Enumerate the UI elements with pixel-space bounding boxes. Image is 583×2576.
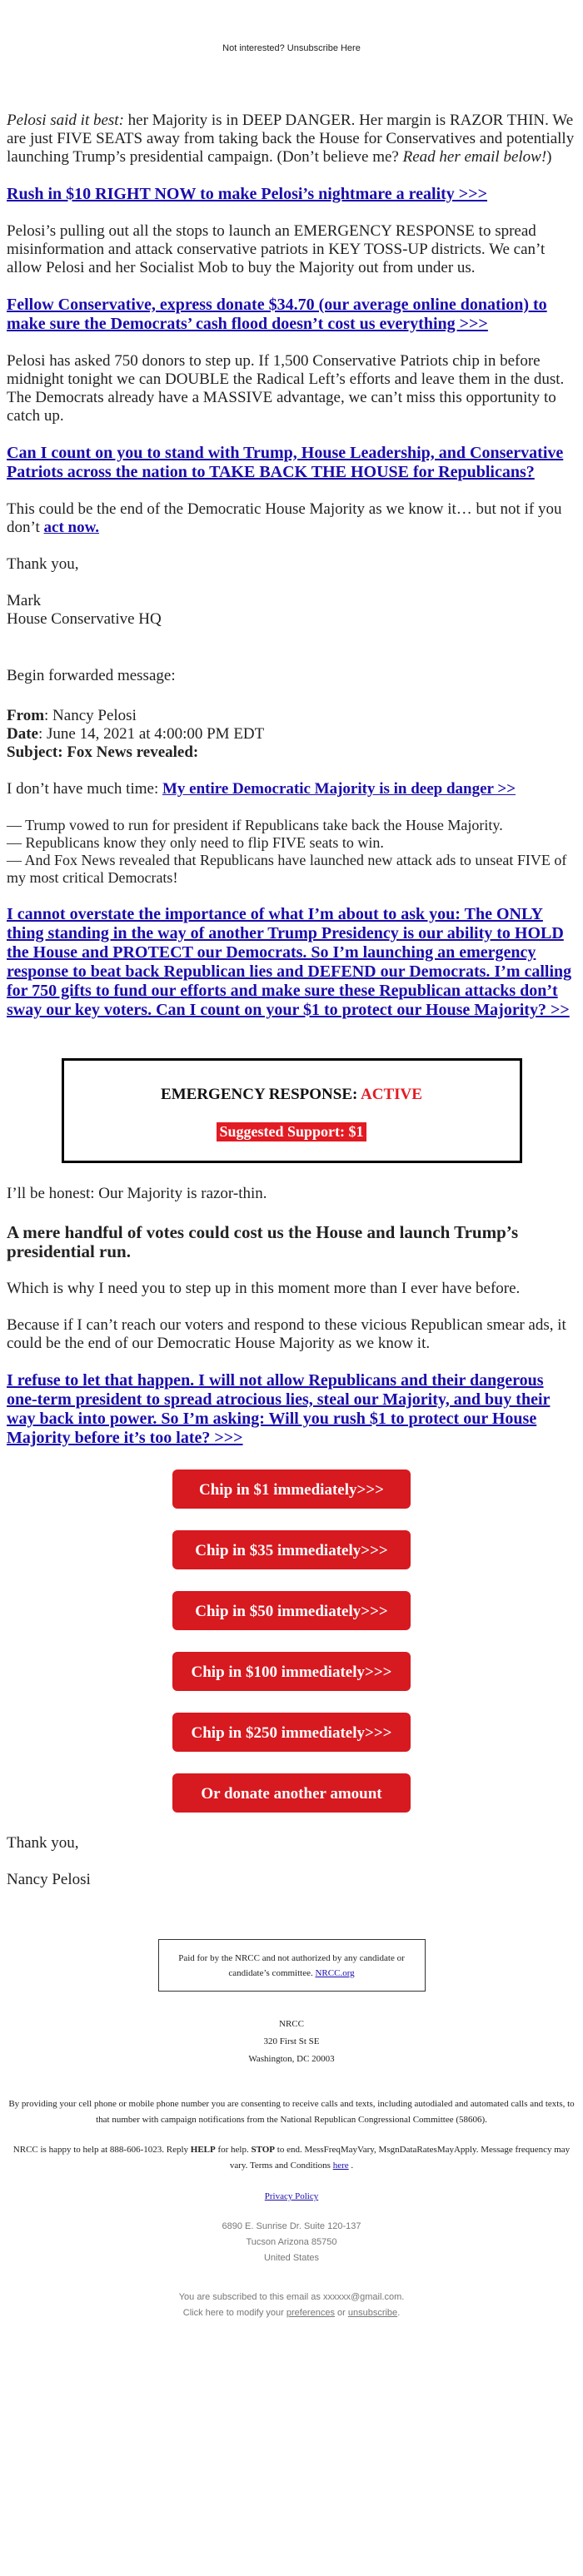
emergency-paragraph: Pelosi’s pulling out all the stops to launch an EMERGENCY RESPONSE to spread misinformation and attack conservative patriots in KEY TOSS-UP districts. We can’t allow Pelosi and her Socialist Mob to buy the Majority out from under us. bbox=[7, 222, 546, 276]
fellow-link-paragraph bbox=[7, 296, 576, 334]
donate-34-link[interactable]: Fellow Conservative, express donate $34.70 (our average online donation) to make sure the Democrats’ cash flood doesn’t cost us everything >>> bbox=[7, 296, 547, 333]
unsubscribe-top-link[interactable]: Not interested? Unsubscribe Here bbox=[222, 43, 361, 53]
mailing-address bbox=[7, 2219, 576, 2266]
step-up-paragraph: Which is why I need you to step up in this moment more than I ever have before. bbox=[7, 1280, 521, 1297]
subscription-info bbox=[7, 2290, 576, 2321]
act-now-link[interactable]: act now. bbox=[43, 519, 100, 536]
forward-subject bbox=[7, 743, 576, 762]
razor-thin-paragraph: I’ll be honest: Our Majority is razor-thin. bbox=[7, 1185, 267, 1202]
chip-in-100-button[interactable]: Chip in $100 immediately>>> bbox=[172, 1652, 411, 1691]
from-label: From bbox=[7, 707, 45, 724]
emergency-status: ACTIVE bbox=[361, 1086, 422, 1103]
overstate-importance-link[interactable]: I cannot overstate the importance of what I’m about to ask you: The ONLY thing standing in the way of another Trump Presidency is our ability to HOLD the House and PROTECT our Democrats. So I’m launching an emergency response to beat back Republican lies and DEFEND our Democrats. I’m calling for 750 gifts to fund our efforts and make sure these Republican attacks don’t sway our key voters. Can I count on your $1 to protect our House Majority? >> bbox=[7, 905, 572, 1019]
preferences-link[interactable]: preferences bbox=[286, 2308, 335, 2318]
signature-org: House Conservative HQ bbox=[7, 610, 162, 628]
donate-other-amount-button[interactable]: Or donate another amount bbox=[172, 1773, 411, 1813]
address-street: 320 First St SE bbox=[263, 2036, 320, 2046]
privacy-policy-row bbox=[7, 2191, 576, 2201]
signature-name: Mark bbox=[7, 592, 42, 609]
from-value: : Nancy Pelosi bbox=[44, 707, 137, 724]
chip-in-1-button[interactable]: Chip in $1 immediately>>> bbox=[172, 1470, 411, 1509]
forward-header: Begin forwarded message: bbox=[7, 667, 176, 684]
nrcc-address bbox=[7, 2016, 576, 2068]
emergency-response-box bbox=[62, 1058, 522, 1163]
thank-you-pelosi: Thank you, bbox=[7, 1834, 79, 1852]
modify-end: . bbox=[397, 2308, 401, 2318]
emergency-status-line bbox=[64, 1086, 520, 1104]
smear-ads-paragraph: Because if I can’t reach our voters and respond to these vicious Republican smear ads, it could be the end of our Democratic House Majority as we know it. bbox=[7, 1316, 566, 1352]
take-back-house-link[interactable]: Can I count on you to stand with Trump, House Leadership, and Conservative Patriots across the nation to TAKE BACK THE HOUSE for Republicans? bbox=[7, 444, 564, 481]
paid-for-text: Paid for by the NRCC and not authorized by any candidate or candidate’s committee. bbox=[178, 1953, 405, 1978]
mail-street: 6890 E. Sunrise Dr. Suite 120-137 bbox=[222, 2221, 361, 2231]
bullet-item: — And Fox News revealed that Republicans have launched new attack ads to unseat FIVE of my most critical Democrats! bbox=[7, 852, 567, 886]
subject-label: Subject: bbox=[7, 743, 63, 761]
dont-have-time-text: I don’t have much time: bbox=[7, 780, 162, 798]
chip-in-50-button[interactable]: Chip in $50 immediately>>> bbox=[172, 1591, 411, 1630]
subscribed-email-text: You are subscribed to this email as xxxxxx@gmail.com. bbox=[178, 2292, 405, 2302]
intro-text: her Majority is in DEEP DANGER. Her margin is RAZOR THIN. We are just FIVE SEATS away from taking back the House for Conservatives and potentially launching Trump’s presidential campaign. (Don’t believe me? bbox=[7, 112, 575, 166]
handful-heading: A mere handful of votes could cost us the House and launch Trump’s presidential run. bbox=[7, 1222, 519, 1261]
help-end: . bbox=[348, 2161, 354, 2171]
forward-date bbox=[7, 725, 576, 743]
majority-danger-link[interactable]: My entire Democratic Majority is in deep danger >> bbox=[162, 780, 516, 798]
mail-city: Tucson Arizona 85750 bbox=[246, 2237, 337, 2247]
donors-paragraph: Pelosi has asked 750 donors to step up. If 1,500 Conservative Patriots chip in before midnight tonight we can DOUBLE the Radical Left’s efforts and leave them in the dust. The Democrats already have a MASSIVE advantage, we can’t miss this opportunity to catch up. bbox=[7, 352, 565, 425]
chip-in-35-button[interactable]: Chip in $35 immediately>>> bbox=[172, 1530, 411, 1569]
rush-link-paragraph bbox=[7, 185, 576, 204]
paid-for-disclaimer bbox=[158, 1939, 426, 1992]
refuse-link-paragraph bbox=[7, 1371, 576, 1448]
intro-close-paren: ) bbox=[546, 148, 552, 166]
rush-10-link[interactable]: Rush in $10 RIGHT NOW to make Pelosi’s nightmare a reality >>> bbox=[7, 185, 487, 203]
help-keyword: HELP bbox=[190, 2145, 216, 2155]
intro-paragraph bbox=[7, 112, 576, 167]
intro-read-below: Read her email below! bbox=[402, 148, 547, 166]
sms-consent-text: By providing your cell phone or mobile phone number you are consenting to receive calls and texts, including autodialed and automated calls and texts, to that number with campaign notifications from the National Republican Congressional Committee (58606). bbox=[8, 2099, 575, 2125]
pelosi-signature: Nancy Pelosi bbox=[7, 1871, 91, 1888]
help-mid: for help. bbox=[215, 2145, 252, 2155]
intro-italic-lead: Pelosi said it best: bbox=[7, 112, 124, 129]
emergency-label: EMERGENCY RESPONSE: bbox=[161, 1086, 361, 1103]
bullet-item: — Trump vowed to run for president if Republicans take back the House Majority. bbox=[7, 817, 503, 833]
suggested-support-badge: Suggested Support: $1 bbox=[217, 1122, 366, 1141]
nrcc-org-link[interactable]: NRCC.org bbox=[315, 1968, 355, 1978]
address-org: NRCC bbox=[279, 2019, 304, 2029]
modify-before: Click here to modify your bbox=[182, 2308, 287, 2318]
help-text bbox=[7, 2142, 576, 2174]
address-city: Washington, DC 20003 bbox=[248, 2054, 335, 2064]
privacy-policy-link[interactable]: Privacy Policy bbox=[264, 2191, 319, 2201]
donation-buttons bbox=[7, 1470, 576, 1813]
bullet-list bbox=[7, 817, 576, 887]
terms-here-link[interactable]: here bbox=[332, 2161, 349, 2171]
overstate-link-paragraph bbox=[7, 905, 576, 1020]
thank-you-mark: Thank you, bbox=[7, 555, 79, 573]
date-value: : June 14, 2021 at 4:00:00 PM EDT bbox=[37, 725, 265, 743]
end-text: This could be the end of the Democratic House Majority as we know it… but not if you don’t bbox=[7, 500, 562, 536]
modify-mid: or bbox=[334, 2308, 348, 2318]
refuse-rush-1-link[interactable]: I refuse to let that happen. I will not allow Republicans and their dangerous one-term president to spread atrocious lies, steal our Majority, and buy their way back into power. So I’m asking: Will you rush $1 to protect our House Majority before it’s too late? >>> bbox=[7, 1371, 551, 1447]
count-on-link-paragraph bbox=[7, 444, 576, 482]
stop-keyword: STOP bbox=[251, 2145, 276, 2155]
bullet-item: — Republicans know they only need to flip FIVE seats to win. bbox=[7, 834, 384, 851]
unsubscribe-link[interactable]: unsubscribe bbox=[347, 2308, 398, 2318]
chip-in-250-button[interactable]: Chip in $250 immediately>>> bbox=[172, 1713, 411, 1752]
date-label: Date bbox=[7, 725, 38, 743]
help-after: to end. MessFreqMayVary, MsgnDataRatesMayApply. Message frequency may vary. Terms and Conditions bbox=[229, 2145, 571, 2171]
end-of-majority-paragraph bbox=[7, 500, 576, 537]
mail-country: United States bbox=[263, 2253, 320, 2263]
subject-value: Fox News revealed: bbox=[62, 743, 199, 761]
forward-from bbox=[7, 707, 576, 725]
dont-have-time-paragraph bbox=[7, 780, 576, 798]
help-before: NRCC is happy to help at 888-606-1023. Reply bbox=[12, 2145, 191, 2155]
modify-subscription-line bbox=[7, 2305, 576, 2321]
